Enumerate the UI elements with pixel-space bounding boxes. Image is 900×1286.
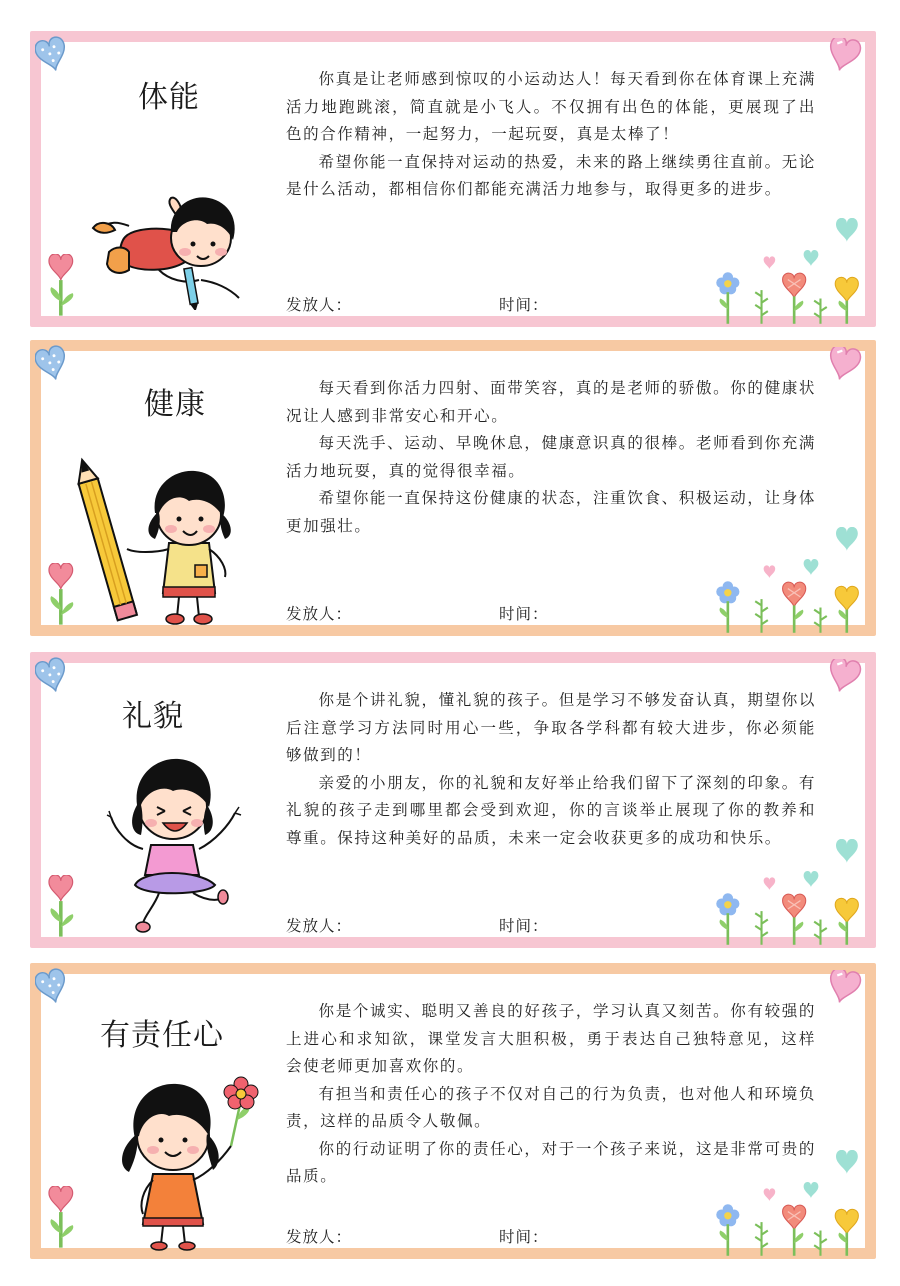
girl-with-flower-illustration	[81, 1064, 271, 1254]
heart-icon	[835, 1150, 861, 1174]
issuer-label: 发放人：	[286, 296, 353, 314]
jumping-girl-illustration	[103, 749, 253, 939]
award-card-health	[30, 340, 876, 636]
date-label: 时间：	[499, 296, 549, 314]
issuer-label: 发放人：	[286, 917, 353, 935]
heart-flower-icon	[43, 875, 81, 939]
heart-icon	[35, 657, 69, 701]
paragraph: 有担当和责任心的孩子不仅对自己的行为负责，也对他人和环境负责，这样的品质令人敬佩。	[286, 1084, 816, 1130]
card-body-text	[286, 375, 816, 540]
paragraph: 你是个讲礼貌，懂礼貌的孩子。但是学习不够发奋认真，期望你以后注意学习方法同时用心一些，争取各学科都有较大进步，你必须能够做到的！	[286, 691, 816, 764]
heart-icon	[827, 970, 867, 1006]
heart-icon	[827, 659, 867, 695]
paragraph: 希望你能一直保持这份健康的状态，注重饮食、积极运动，让身体更加强壮。	[286, 489, 816, 535]
paragraph: 亲爱的小朋友，你的礼貌和友好举止给我们留下了深刻的印象。有礼貌的孩子走到哪里都会受到欢迎，你的言谈举止展现了你的教养和尊重。保持这种美好的品质，未来一定会收获更多的成功和快乐。	[286, 773, 816, 847]
card-title: 礼貌	[122, 699, 184, 734]
heart-icon	[835, 218, 861, 242]
card-title: 有责任心	[100, 1018, 224, 1053]
heart-icon	[35, 36, 69, 80]
date-label: 时间：	[499, 917, 549, 935]
flowers-icon	[715, 869, 867, 949]
card-body-text	[286, 687, 816, 852]
card-title: 健康	[144, 387, 206, 422]
date-label: 时间：	[499, 1228, 549, 1246]
paragraph: 每天看到你活力四射、面带笑容，真的是老师的骄傲。你的健康状况让人感到非常安心和开心。	[286, 379, 816, 425]
girl-with-pencil-illustration	[75, 457, 275, 627]
heart-icon	[835, 527, 861, 551]
card-body-text	[286, 998, 816, 1191]
boy-drawing-illustration	[89, 180, 249, 310]
heart-icon	[835, 839, 861, 863]
paragraph: 你真是让老师感到惊叹的小运动达人！每天看到你在体育课上充满活力地跑跳滚，简直就是小飞人。不仅拥有出色的体能，更展现了出色的合作精神，一起努力，一起玩耍，真是太棒了！	[286, 70, 816, 143]
issuer-label: 发放人：	[286, 1228, 353, 1246]
card-body-text	[286, 66, 816, 204]
paragraph: 你的行动证明了你的责任心，对于一个孩子来说，这是非常可贵的品质。	[286, 1139, 816, 1185]
heart-flower-icon	[43, 254, 81, 318]
issuer-label: 发放人：	[286, 605, 353, 623]
card-title: 体能	[138, 80, 200, 115]
flowers-icon	[715, 557, 867, 637]
date-label: 时间：	[499, 605, 549, 623]
flowers-icon	[715, 1180, 867, 1260]
heart-icon	[827, 38, 867, 74]
award-card-physical	[30, 31, 876, 327]
heart-flower-icon	[43, 1186, 81, 1250]
paragraph: 每天洗手、运动、早晚休息，健康意识真的很棒。老师看到你充满活力地玩耍，真的觉得很幸福。	[286, 434, 816, 480]
award-card-politeness	[30, 652, 876, 948]
heart-icon	[35, 968, 69, 1012]
flowers-icon	[715, 248, 867, 328]
paragraph: 你是个诚实、聪明又善良的好孩子，学习认真又刻苦。你有较强的上进心和求知欲，课堂发言大胆积极，勇于表达自己独特意见，这样会使老师更加喜欢你的。	[286, 1002, 816, 1075]
paragraph: 希望你能一直保持对运动的热爱，未来的路上继续勇往直前。无论是什么活动，都相信你们都能充满活力地参与，取得更多的进步。	[286, 152, 816, 198]
heart-icon	[827, 347, 867, 383]
heart-icon	[35, 345, 69, 389]
award-card-responsibility	[30, 963, 876, 1259]
